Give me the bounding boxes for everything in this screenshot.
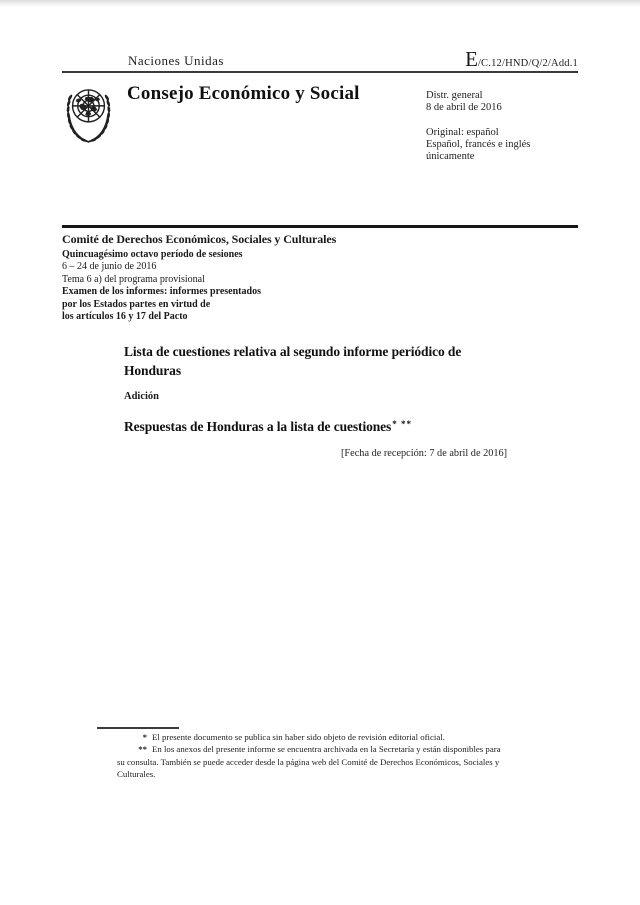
footnote-1	[117, 731, 509, 743]
main-title	[124, 343, 564, 380]
council-title: Consejo Económico y Social	[127, 83, 360, 104]
subtitle-footnote-markers: * **	[392, 419, 412, 429]
subtitle	[124, 419, 412, 435]
document-symbol-rest: /C.12/HND/Q/2/Add.1	[477, 58, 578, 69]
footnote-2-text: En los anexos del presente informe se encuentra archivada en la Secretaría y están disponibles para su consulta. También se puede acceder desde la página web del Comité de Derechos Económicos, Sociales y Culturales.	[117, 744, 501, 780]
masthead-rule	[62, 71, 578, 73]
scan-top-edge	[0, 0, 640, 7]
footnote-1-marker: *	[142, 732, 147, 742]
session-dates: 6 – 24 de junio de 2016	[62, 261, 157, 273]
languages-line-1: Español, francés e inglés	[426, 139, 531, 150]
issue-date: 8 de abril de 2016	[426, 102, 502, 113]
session-block	[62, 232, 336, 323]
main-title-line-1: Lista de cuestiones relativa al segundo informe periódico de	[124, 344, 462, 359]
agenda-line-3: los artículos 16 y 17 del Pacto	[62, 311, 188, 323]
addendum-label: Adición	[124, 391, 160, 402]
document-symbol	[465, 47, 578, 72]
footnote-separator-rule	[97, 727, 179, 729]
subtitle-text: Respuestas de Honduras a la lista de cuestiones	[124, 419, 392, 434]
footnote-2	[117, 743, 509, 780]
receipt-date: [Fecha de recepción: 7 de abril de 2016]	[341, 448, 508, 459]
footnote-2-marker: **	[138, 744, 147, 755]
footnotes-block	[117, 731, 509, 781]
agenda-line-2: por los Estados partes en virtud de	[62, 298, 211, 310]
org-name: Naciones Unidas	[128, 53, 224, 68]
committee-name: Comité de Derechos Económicos, Sociales y Culturales	[62, 232, 337, 246]
agenda-item: Tema 6 a) del programa provisional	[62, 273, 205, 285]
main-title-line-2: Honduras	[124, 362, 181, 378]
agenda-line-1: Examen de los informes: informes presentados	[62, 286, 261, 298]
original-language: Original: español	[426, 127, 499, 138]
distribution-block	[426, 90, 530, 163]
titles-block	[124, 343, 564, 434]
footnote-1-text: El presente documento se publica sin haber sido objeto de revisión editorial oficial.	[152, 732, 445, 742]
un-emblem-icon	[61, 80, 116, 145]
distribution-line: Distr. general	[426, 90, 483, 101]
languages-line-2: únicamente	[426, 151, 475, 162]
session-number: Quincuagésimo octavo período de sesiones	[62, 249, 243, 260]
header-divider-rule	[62, 225, 578, 228]
document-symbol-prefix: E	[465, 47, 478, 71]
